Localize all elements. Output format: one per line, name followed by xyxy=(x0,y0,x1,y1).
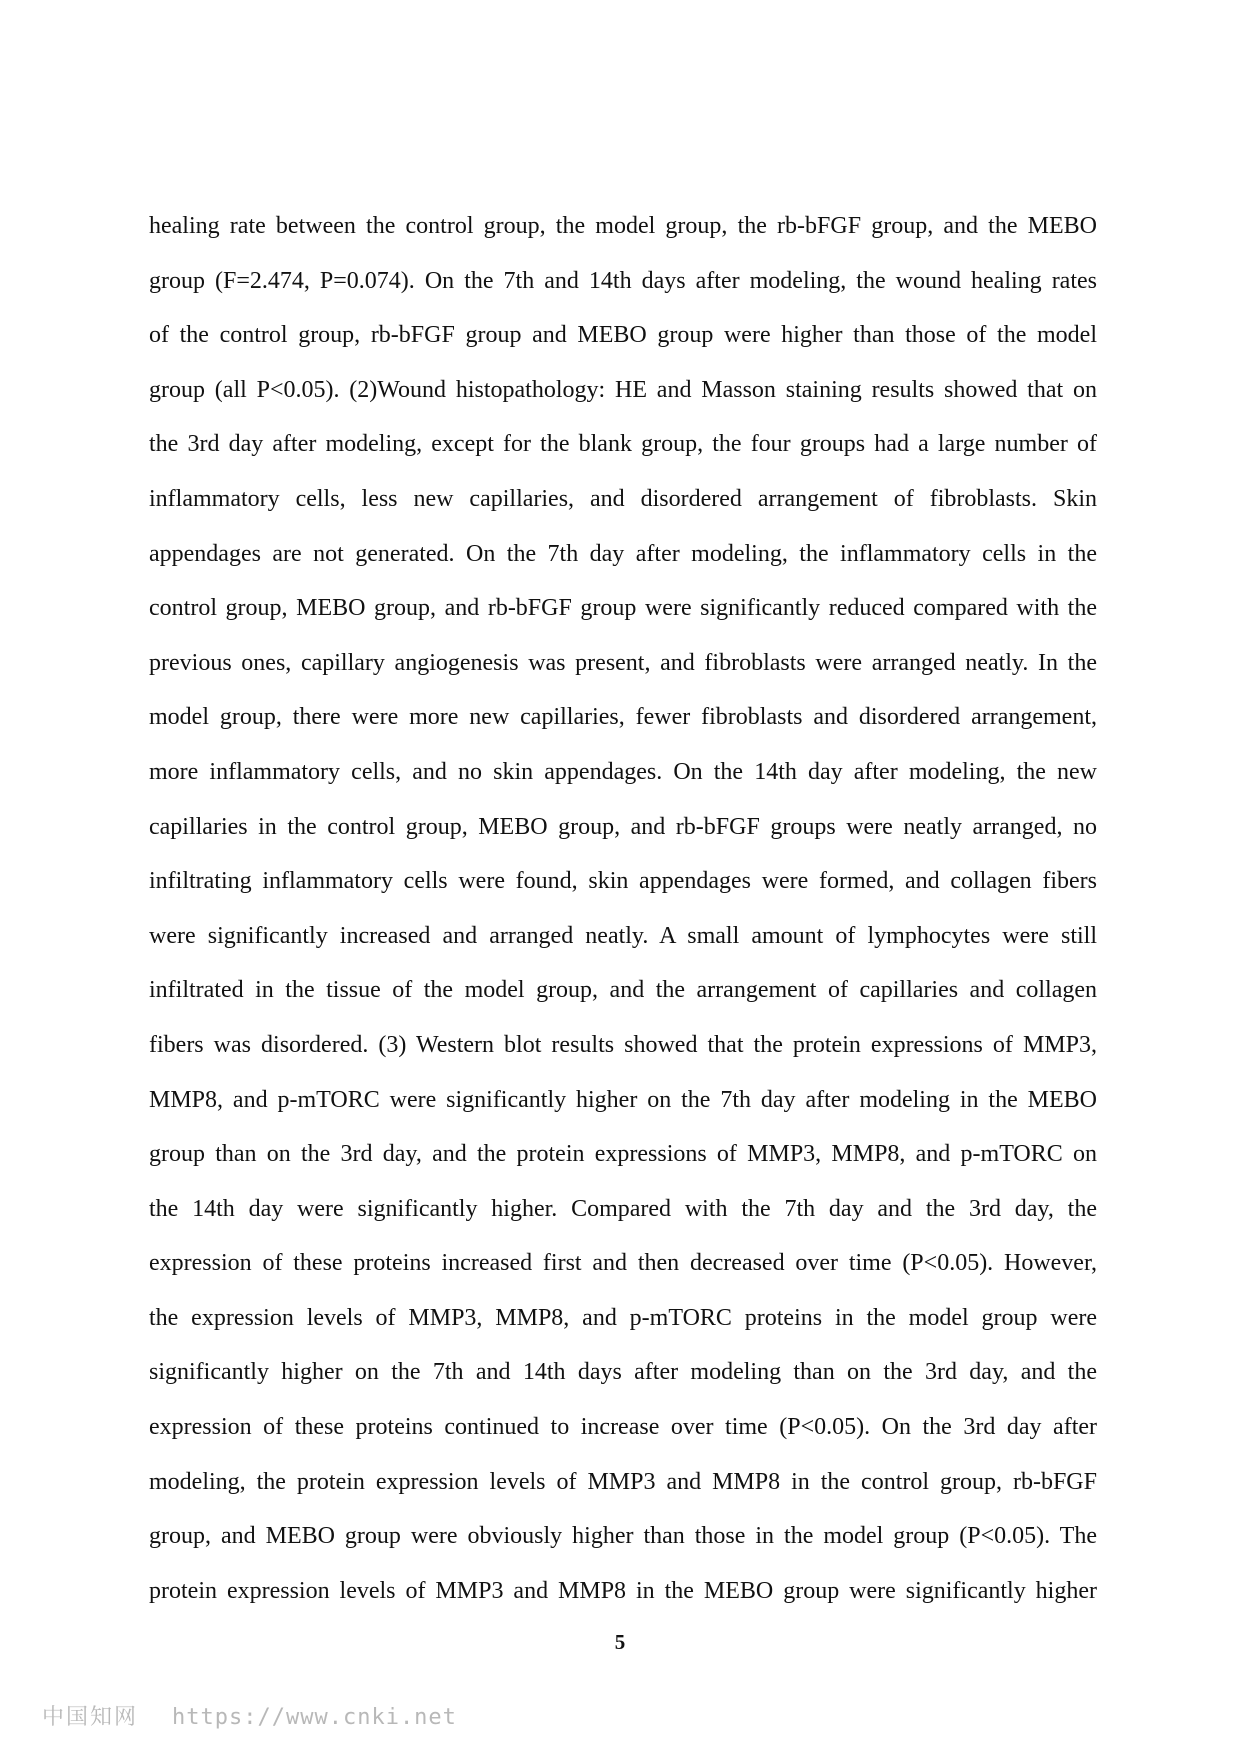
body-text xyxy=(149,211,1097,1630)
text-line: MMP8, and p-mTORC were significantly higher on the 7th day after modeling in the MEBO xyxy=(149,1086,1097,1113)
text-line: previous ones, capillary angiogenesis was present, and fibroblasts were arranged neatly. In the xyxy=(149,649,1097,676)
text-line: expression of these proteins continued to increase over time (P<0.05). On the 3rd day after xyxy=(149,1414,1097,1441)
text-line: more inflammatory cells, and no skin appendages. On the 14th day after modeling, the new xyxy=(149,758,1097,785)
text-line: the 14th day were significantly higher. Compared with the 7th day and the 3rd day, the xyxy=(149,1195,1097,1222)
text-line: infiltrated in the tissue of the model group, and the arrangement of capillaries and collagen xyxy=(149,977,1097,1004)
text-line: were significantly increased and arranged neatly. A small amount of lymphocytes were still xyxy=(149,922,1097,949)
page-number: 5 xyxy=(614,1630,626,1654)
text-line: capillaries in the control group, MEBO group, and rb-bFGF groups were neatly arranged, no xyxy=(149,813,1097,840)
cnki-watermark xyxy=(42,1700,457,1731)
text-line: appendages are not generated. On the 7th day after modeling, the inflammatory cells in the xyxy=(149,540,1097,567)
text-line: infiltrating inflammatory cells were found, skin appendages were formed, and collagen fibers xyxy=(149,868,1097,895)
text-line: of the control group, rb-bFGF group and MEBO group were higher than those of the model xyxy=(149,322,1097,349)
text-line: healing rate between the control group, the model group, the rb-bFGF group, and the MEBO xyxy=(149,213,1097,239)
text-line: the expression levels of MMP3, MMP8, and p-mTORC proteins in the model group were xyxy=(149,1304,1097,1331)
text-line: fibers was disordered. (3) Western blot results showed that the protein expressions of MMP3, xyxy=(149,1031,1097,1058)
text-line: control group, MEBO group, and rb-bFGF group were significantly reduced compared with the xyxy=(149,595,1097,622)
watermark-site-name: 中国知网 xyxy=(42,1705,139,1730)
text-line: group than on the 3rd day, and the protein expressions of MMP3, MMP8, and p-mTORC on xyxy=(149,1141,1097,1168)
text-line: significantly higher on the 7th and 14th days after modeling than on the 3rd day, and the xyxy=(149,1359,1097,1386)
text-line: group (all P<0.05). (2)Wound histopathology: HE and Masson staining results showed that on xyxy=(149,376,1097,403)
text-line: model group, there were more new capillaries, fewer fibroblasts and disordered arrangement, xyxy=(149,704,1097,731)
text-line: protein expression levels of MMP3 and MMP8 in the MEBO group were significantly higher xyxy=(149,1577,1097,1604)
watermark-url: https://www.cnki.net xyxy=(172,1705,457,1730)
text-line: group (F=2.474, P=0.074). On the 7th and 14th days after modeling, the wound healing rates xyxy=(149,267,1097,294)
text-line: group, and MEBO group were obviously higher than those in the model group (P<0.05). The xyxy=(149,1523,1097,1550)
text-line: expression of these proteins increased first and then decreased over time (P<0.05). However, xyxy=(149,1250,1097,1277)
text-line: modeling, the protein expression levels of MMP3 and MMP8 in the control group, rb-bFGF xyxy=(149,1468,1097,1495)
text-line: inflammatory cells, less new capillaries, and disordered arrangement of fibroblasts. Skin xyxy=(149,485,1097,512)
text-line: the 3rd day after modeling, except for the blank group, the four groups had a large number of xyxy=(149,431,1097,458)
